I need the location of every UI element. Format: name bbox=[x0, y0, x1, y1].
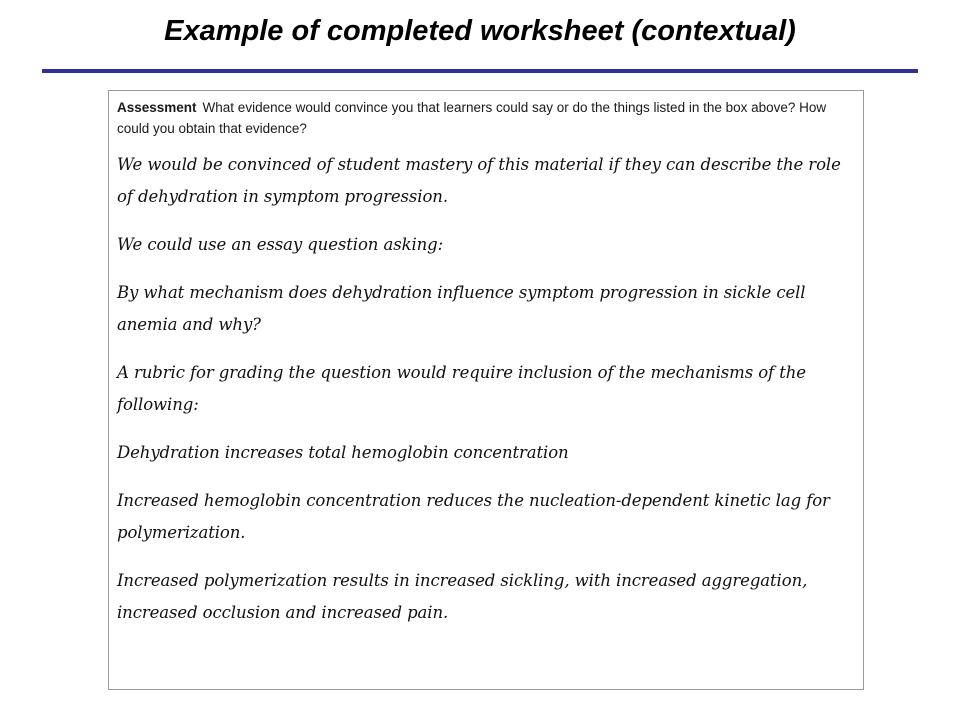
answer-list bbox=[117, 149, 855, 629]
answer-paragraph-mechanism-2: Increased hemoglobin concentration reduces the nucleation-dependent kinetic lag for polymerization. bbox=[117, 491, 830, 542]
assessment-prompt bbox=[117, 97, 855, 139]
title-divider bbox=[42, 69, 918, 73]
answer-paragraph-mechanism-3: Increased polymerization results in increased sickling, with increased aggregation, increased occlusion and increased pain. bbox=[117, 571, 808, 622]
answer-paragraph-rubric: A rubric for grading the question would require inclusion of the mechanisms of the following: bbox=[117, 363, 806, 414]
answer-paragraph-method: We could use an essay question asking: bbox=[117, 235, 444, 254]
assessment-label: Assessment bbox=[117, 100, 197, 115]
answer-paragraph-mechanism-1: Dehydration increases total hemoglobin concentration bbox=[117, 443, 569, 462]
answer-paragraph-evidence: We would be convinced of student mastery of this material if they can describe the role of dehydration in symptom progression. bbox=[117, 155, 841, 206]
slide-title: Example of completed worksheet (contextual) bbox=[164, 15, 796, 47]
answer-paragraph-essay-question: By what mechanism does dehydration influence symptom progression in sickle cell anemia and why? bbox=[117, 283, 806, 334]
worksheet-box bbox=[108, 90, 864, 690]
assessment-question: What evidence would convince you that learners could say or do the things listed in the box above? How could you obtain that evidence? bbox=[117, 100, 827, 136]
